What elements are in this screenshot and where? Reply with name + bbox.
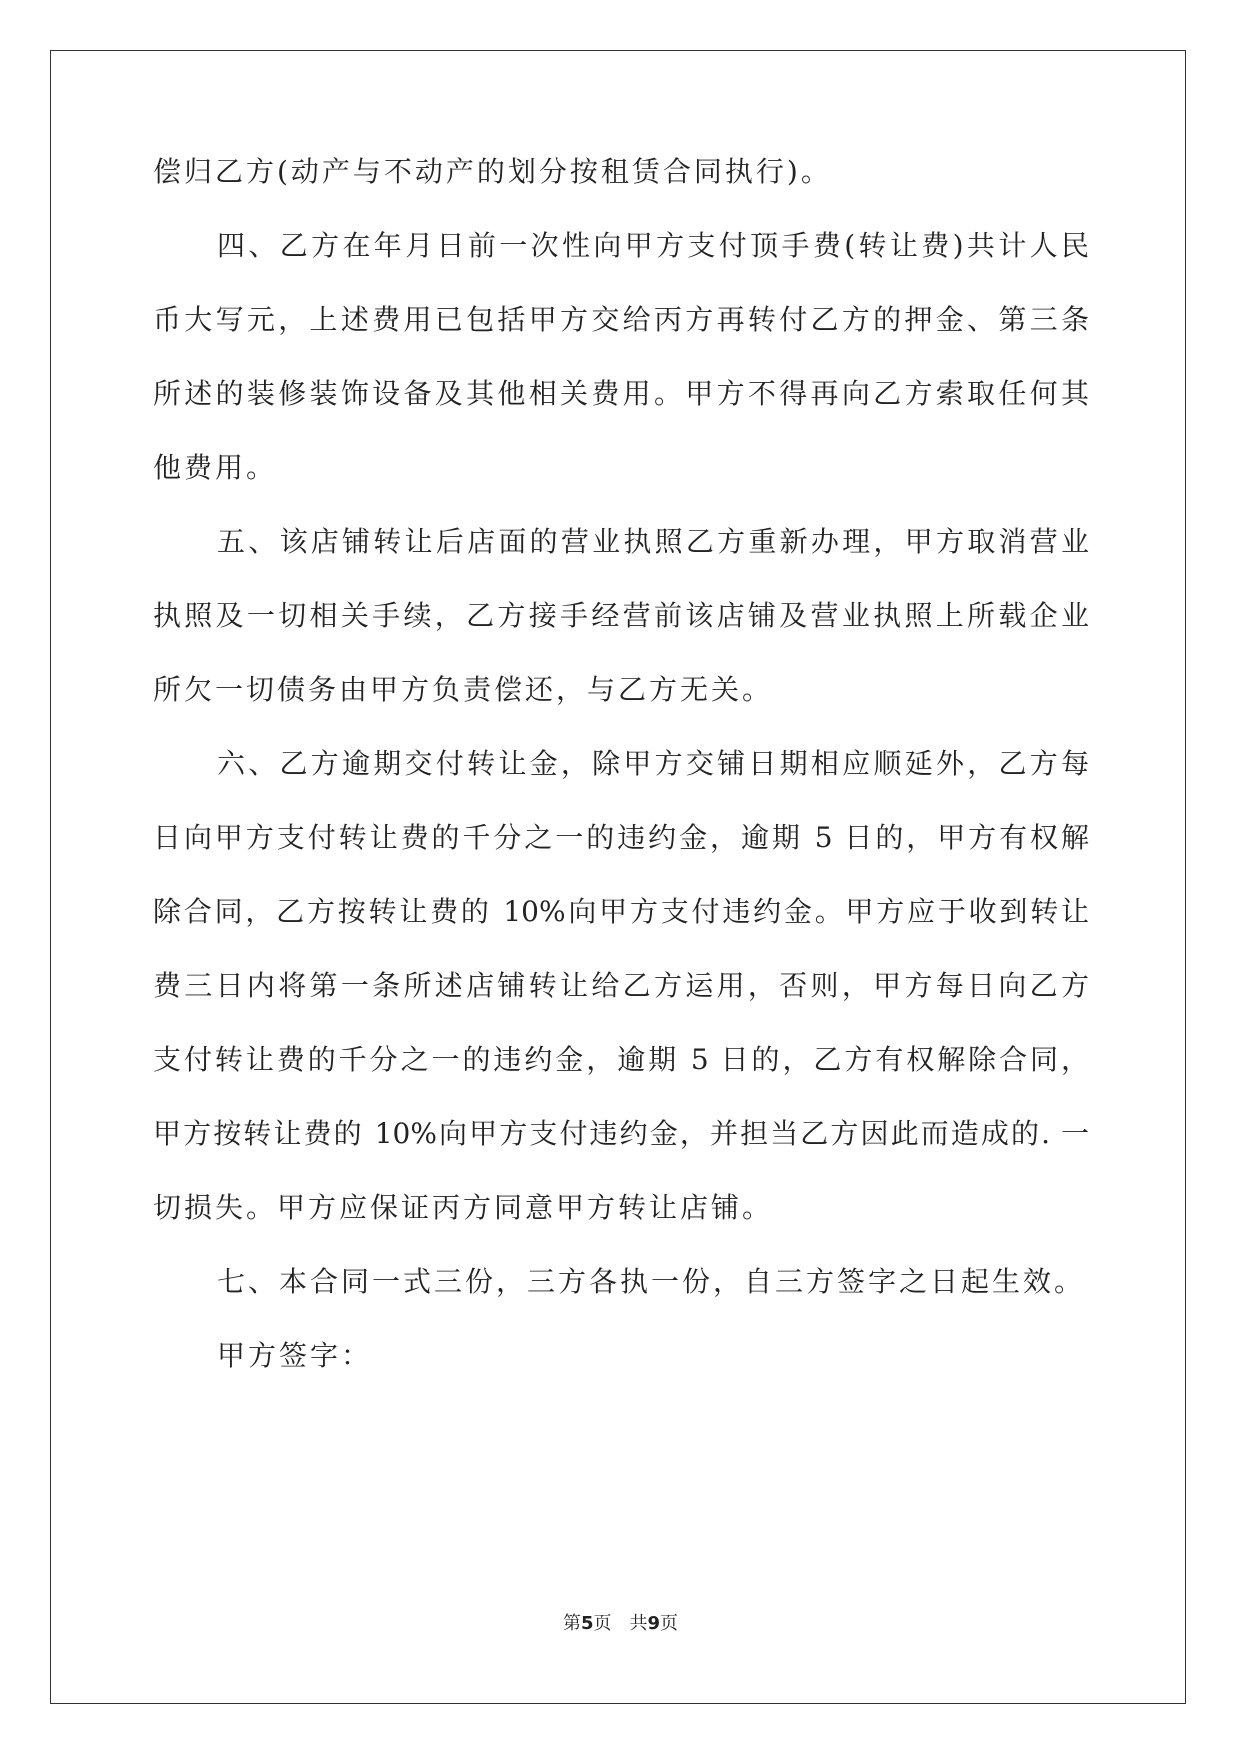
footer-mid: 页 共 (593, 1613, 648, 1634)
text-line: 偿归乙方(动产与不动产的划分按租赁合同执行)。 (153, 155, 832, 188)
footer-prefix: 第 (562, 1613, 581, 1634)
text-line: 四、乙方在年月日前一次性向甲方支付顶手费(转让费)共计人民 (217, 229, 1089, 262)
page-border (50, 50, 1186, 1704)
text-line: 六、乙方逾期交付转让金，除甲方交铺日期相应顺延外，乙方每 (217, 747, 1089, 780)
current-page-number: 5 (580, 1613, 594, 1634)
text-line: 执照及一切相关手续，乙方接手经营前该店铺及营业执照上所载企业 (153, 599, 1089, 632)
signature-label: 甲方签字： (217, 1339, 373, 1372)
text-line: 币大写元，上述费用已包括甲方交给丙方再转付乙方的押金、第三条 (153, 303, 1089, 336)
text-line: 五、该店铺转让后店面的营业执照乙方重新办理，甲方取消营业 (217, 525, 1089, 558)
text-line: 支付转让费的千分之一的违约金，逾期 5 日的，乙方有权解除合同， (153, 1043, 1089, 1076)
text-line: 费三日内将第一条所述店铺转让给乙方运用，否则，甲方每日向乙方 (153, 969, 1089, 1002)
page-footer (0, 1612, 1241, 1636)
text-line: 甲方按转让费的 10%向甲方支付违约金，并担当乙方因此而造成的. 一 (153, 1117, 1089, 1150)
total-page-number: 9 (647, 1613, 661, 1634)
text-line: 七、本合同一式三份，三方各执一份，自三方签字之日起生效。 (217, 1265, 1086, 1298)
footer-suffix: 页 (660, 1613, 679, 1634)
text-line: 所欠一切债务由甲方负责偿还，与乙方无关。 (153, 673, 774, 706)
text-line: 除合同，乙方按转让费的 10%向甲方支付违约金。甲方应于收到转让 (153, 895, 1089, 928)
text-line: 日向甲方支付转让费的千分之一的违约金，逾期 5 日的，甲方有权解 (153, 821, 1089, 854)
text-line: 他费用。 (153, 451, 278, 484)
text-line: 所述的装修装饰设备及其他相关费用。甲方不得再向乙方索取任何其 (153, 377, 1089, 410)
text-line: 切损失。甲方应保证丙方同意甲方转让店铺。 (153, 1191, 774, 1224)
